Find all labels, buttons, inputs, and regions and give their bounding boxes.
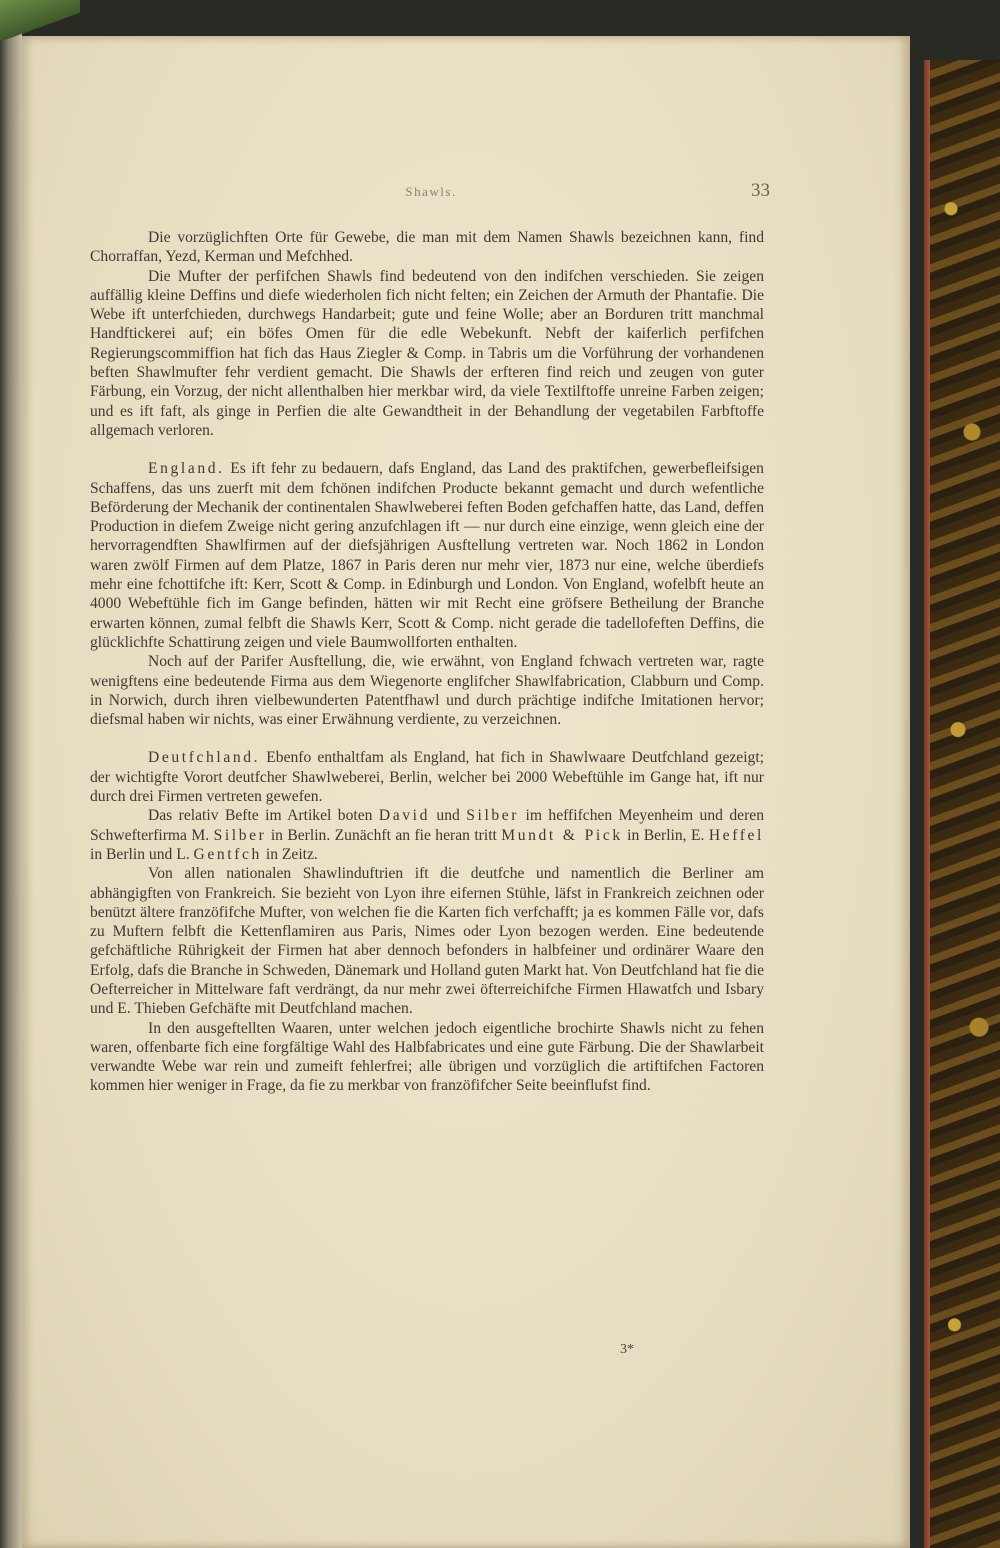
firm-name: Mundt & Pick [501,826,623,844]
text-run: in Berlin und L. [90,845,190,863]
paragraph: Von allen nationalen Shawlinduftrien ift die deutfche und namentlich die Berliner am abhängigften von Frankreich. Sie bezieht von Lyon ihre eifernen Stühle, läfst in Frankreich zeichnen oder benützt ältere franzöfifche Mufter, von welchen fie die Karten fich verfchafft; ja es kommen Fälle vor, dafs zu Muftern felbft die Kettenflamiren aus Paris, Nimes oder Lyon bezogen werden. Eine bedeutende gefchäftliche Rührigkeit der Firmen hat aber dennoch befonders in halbfeiner und ordinärer Waare den Erfolg, dafs die Branche in Schweden, Dänemark und Holland guten Markt hat. Von Deutfchland hat fie die Oefterreicher in Mittelware faft verdrängt, da nur mehr zwei öfterreichifche Firmen Hlawatfch und Isbary und E. Thieben Gefchäfte mit Deutfchland machen. [90,865,764,1018]
section-heading: England. [148,460,225,478]
firm-name: David [378,807,430,825]
book-page [22,36,910,1548]
paragraph: Die vorzüglichften Orte für Gewebe, die man mit dem Namen Shawls bezeichnen kann, find Chorraffan, Yezd, Kerman und Mefchhed. [90,229,764,266]
text-run: Das relativ Befte im Artikel boten [148,807,373,825]
page-number: 33 [751,180,770,201]
paragraph: Noch auf der Parifer Ausftellung, die, wie erwähnt, von England fchwach vertreten war, ragte wenigftens eine bedeutende Firma aus dem Wiegenorte englifcher Shawlfabrication, Clabburn und Comp. in Norwich, durch ihren vielbewunderten Patentfhawl und durch prächtige indifche Imitationen hervor; diefsmal haben wir nichts, was einer Erwähnung verdiente, zu verzeichnen. [90,653,764,729]
left-page-edge [0,0,22,1548]
signature-mark: 3* [620,1342,634,1357]
text-run: in Zeitz. [265,845,318,863]
marbled-edge [930,60,1000,1548]
firm-name: Gentfch [193,845,262,863]
paragraph-deutschland [90,748,764,806]
running-head: Shawls. [405,184,457,199]
body-text [90,228,764,1096]
page-header [92,180,770,204]
paragraph-text: Es ift fehr zu bedauern, dafs England, das Land des praktifchen, gewerbefleifsigen Schaffens, das uns zuerft mit dem fchönen indifchen Producte bekannt gemacht und durch wefentliche Beförderung der Mechanik der continentalen Shawlweberei feften Boden gefchaffen hatte, das Land, deffen Production in diefem Zweige nicht gering anzufchlagen ift — nur durch eine einzige, wenn gleich eine der hervorragendften Shawlfirmen auf der diefsjährigen Ausftellung vertreten war. Noch 1862 in London waren zwölf Firmen auf dem Platze, 1867 in Paris deren nur mehr vier, 1873 nur eine, welche überdiefs mehr eine fchottifche ift: Kerr, Scott & Comp. in Edinburgh und London. Von England, wofelbft heute an 4000 Webeftühle fich im Gange befinden, hätten wir mit Recht eine gröfsere Betheilung der Branche erwarten können, zumal felbft die Shawls Kerr, Scott & Comp. nicht gerade die tadellofeften Deffins, die glücklichfte Schattirung zeigen und viele Baumwollforten enthalten. [90,460,765,651]
firm-name: Heffel [708,826,764,844]
paragraph: Die Mufter der perfifchen Shawls find bedeutend von den indifchen verschieden. Sie zeigen auffällig kleine Deffins und diefe wiederholen fich nicht felten; ein Zeichen der Armuth der Phantafie. Die Webe ift unterfchieden, durchwegs Handarbeit; gute und feine Wolle; aber an Borduren tritt manchmal Handftickerei auf; ein böfes Omen für die edle Webekunft. Nebft der kaiferlich perfifchen Regierungscommiffion hat fich das Haus Ziegler & Comp. in Tabris um die Vorführung der vorhandenen beften Shawlmufter fehr verdient gemacht. Die Shawls der erfteren find reich und zeugen von guter Färbung, ein Vorzug, der nicht allenthalben hier merkbar wird, da viele Textilftoffe unreine Farben zeigen; und es ift faft, als ginge in Perfien die alte Gewandtheit in der Behandlung der vegetabilen Farbftoffe allgemach verloren. [90,267,764,439]
text-run: und [436,807,460,825]
text-run: in Berlin, E. [627,826,705,844]
text-run: in Berlin. Zunächft an fie heran tritt [270,826,497,844]
firm-name: Silber [213,826,267,844]
paragraph-firms [90,806,764,864]
firm-name: Silber [466,807,520,825]
paragraph-england [90,459,764,652]
paragraph-text: Ebenfo enthaltfam als England, hat fich in Shawlwaare Deutfchland gezeigt; der wichtigfte Vorort deutfcher Shawlweberei, Berlin, welcher bei 2000 Webeftühle im Gange hat, ift nur durch drei Firmen vertreten gewefen. [90,749,764,806]
bookmark-ribbon [0,0,80,40]
paragraph: In den ausgeftellten Waaren, unter welchen jedoch eigentliche brochirte Shawls nicht zu fehen waren, offenbarte fich eine forgfältige Wahl des Halbfabricates und eine gute Färbung. Die der Shawlarbeit verwandte Webe war rein und zumeift fehlerfrei; alle übrigen und vorzüglich die artiftifchen Factoren kommen hier weniger in Frage, da fie zu merkbar von franzöfifcher Seite beeinflufst find. [90,1019,764,1095]
section-heading: Deutfchland. [148,749,261,767]
text-run: im heffifchen Meyenheim und deren Schwefterfirma M. [90,807,764,844]
